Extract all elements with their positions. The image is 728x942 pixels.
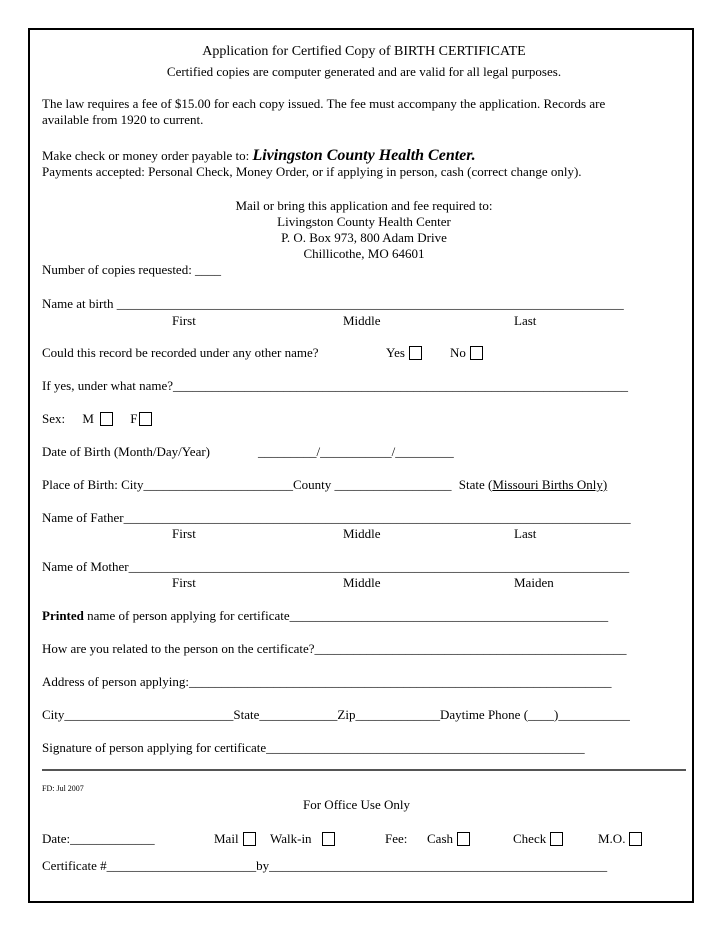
signature-field[interactable]: Signature of person applying for certificate_________________________________________________: [42, 740, 585, 755]
payable-line: [42, 148, 476, 163]
other-name-field[interactable]: If yes, under what name?______________________________________________________________________: [42, 378, 629, 393]
sex-m-label: M: [82, 411, 94, 426]
printed-bold-label: Printed: [42, 608, 84, 623]
office-mail: [214, 831, 256, 846]
mo-checkbox[interactable]: [629, 832, 642, 846]
other-name-no: [450, 345, 483, 360]
form-id: FD: Jul 2007: [42, 784, 84, 793]
relationship-field[interactable]: How are you related to the person on the certificate?________________________________________________: [42, 641, 627, 656]
payments-accepted: Payments accepted: Personal Check, Money Order, or if applying in person, cash (correct change only).: [42, 164, 582, 179]
mail-address: P. O. Box 973, 800 Adam Drive: [281, 230, 447, 245]
check-label: Check: [513, 831, 547, 846]
office-use-title: For Office Use Only: [303, 797, 410, 812]
printed-name-rest: name of person applying for certificate_________________________________________________: [83, 608, 609, 623]
mail-label: Mail: [214, 831, 239, 846]
mail-city: Chillicothe, MO 64601: [303, 246, 425, 261]
dob-label: Date of Birth (Month/Day/Year): [42, 444, 211, 459]
mother-middle-label: Middle: [343, 575, 381, 590]
certificate-number-field[interactable]: Certificate #_______________________by____________________________________________________: [42, 858, 608, 873]
place-city-field[interactable]: Place of Birth: City_______________________: [42, 477, 293, 492]
father-name-field[interactable]: Name of Father______________________________________________________________________________: [42, 510, 631, 525]
mail-intro: Mail or bring this application and fee required to:: [235, 198, 493, 213]
yes-label: Yes: [386, 345, 405, 360]
office-check: [513, 831, 563, 846]
sex-m-checkbox[interactable]: [100, 412, 113, 426]
applicant-address-field[interactable]: Address of person applying:_________________________________________________________________: [42, 674, 612, 689]
cash-checkbox[interactable]: [457, 832, 470, 846]
payable-label: Make check or money order payable to:: [42, 148, 250, 163]
no-label: No: [450, 345, 466, 360]
name-at-birth-field[interactable]: Name at birth ______________________________________________________________________________: [42, 296, 624, 311]
mo-label: M.O.: [598, 831, 626, 846]
place-state-prefix: State (: [458, 477, 493, 492]
sex-row: [42, 411, 152, 426]
father-first-label: First: [172, 526, 196, 541]
mother-maiden-label: Maiden: [514, 575, 554, 590]
mail-org: Livingston County Health Center: [277, 214, 451, 229]
fee-text-line1: The law requires a fee of $15.00 for each copy issued. The fee must accompany the application. Records are: [42, 96, 606, 111]
office-cash: [427, 831, 470, 846]
payee-name: Livingston County Health Center.: [252, 147, 476, 164]
father-last-label: Last: [514, 526, 537, 541]
office-fee-label: Fee:: [385, 831, 408, 846]
no-checkbox[interactable]: [470, 346, 483, 360]
mother-first-label: First: [172, 575, 196, 590]
walkin-label: Walk-in: [270, 831, 312, 846]
birth-last-label: Last: [514, 313, 537, 328]
office-walkin: [270, 831, 335, 846]
mail-checkbox[interactable]: [243, 832, 256, 846]
city-state-zip-phone-field[interactable]: City__________________________State____________Zip_____________Daytime Phone (____)___________: [42, 707, 630, 722]
form-title: Application for Certified Copy of BIRTH CERTIFICATE: [202, 44, 526, 59]
place-state-note: Missouri Births Only): [492, 477, 608, 492]
father-middle-label: Middle: [343, 526, 381, 541]
yes-checkbox[interactable]: [409, 346, 422, 360]
copies-field[interactable]: Number of copies requested: ____: [42, 262, 222, 277]
sex-f-checkbox[interactable]: [139, 412, 152, 426]
other-name-yes: [386, 345, 422, 360]
dob-field[interactable]: _________/___________/_________: [258, 444, 454, 459]
birth-first-label: First: [172, 313, 196, 328]
fee-text-line2: available from 1920 to current.: [42, 112, 204, 127]
walkin-checkbox[interactable]: [322, 832, 335, 846]
check-checkbox[interactable]: [550, 832, 563, 846]
other-name-question: Could this record be recorded under any other name?: [42, 345, 319, 360]
place-of-birth-row: [42, 477, 607, 492]
printed-name-field[interactable]: [42, 608, 608, 623]
office-mo: [598, 831, 642, 846]
mother-name-field[interactable]: Name of Mother_____________________________________________________________________________: [42, 559, 630, 574]
birth-middle-label: Middle: [343, 313, 381, 328]
sex-f-label: F: [130, 411, 138, 426]
sex-label: Sex:: [42, 411, 66, 426]
office-divider: [42, 769, 686, 771]
office-date-field[interactable]: Date:_____________: [42, 831, 155, 846]
place-county-field[interactable]: County __________________: [292, 477, 452, 492]
form-subtitle: Certified copies are computer generated and are valid for all legal purposes.: [166, 64, 562, 79]
cash-label: Cash: [427, 831, 453, 846]
